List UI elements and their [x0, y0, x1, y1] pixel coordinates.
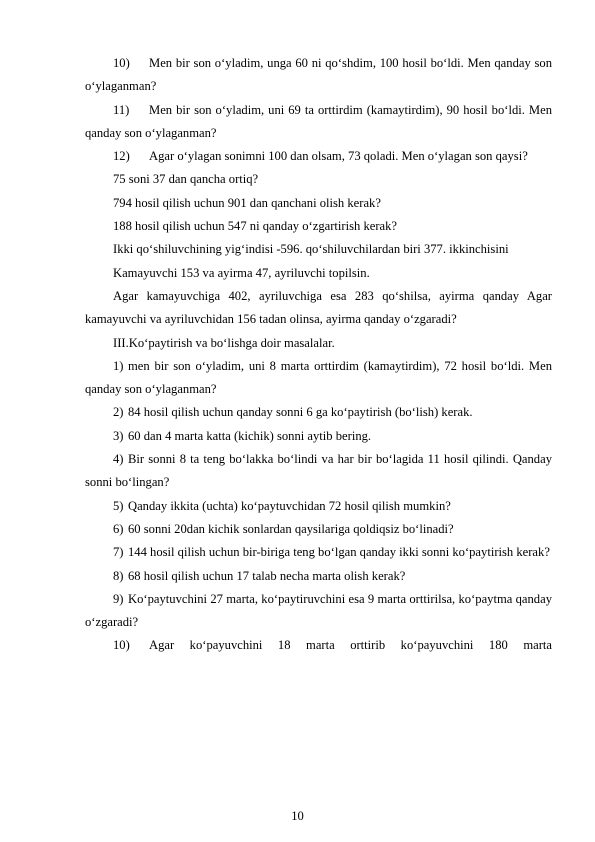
item-number: 9) [113, 591, 124, 606]
paragraph-text: Men bir son o‘yladim, unga 60 ni qo‘shdim, 100 hosil bo‘ldi. Men qanday son o‘ylaganman? [85, 56, 552, 94]
item-number: 3) [113, 428, 124, 443]
paragraph-text: Qanday ikkita (uchta) ko‘paytuvchidan 72 hosil qilish mumkin? [128, 498, 451, 513]
paragraph-text: Agar kamayuvchiga 402, ayriluvchiga esa 283 qo‘shilsa, ayirma qanday Agar kamayuvchi va ayriluvchidan 156 tadan olinsa, ayirma qanday o‘zgaradi? [85, 288, 552, 327]
paragraph-text: 68 hosil qilish uchun 17 talab necha marta olish kerak? [128, 568, 406, 583]
paragraph [85, 192, 552, 215]
item-number: 10) [113, 56, 130, 70]
item-number: 5) [113, 498, 124, 513]
paragraph-text: Ikki qo‘shiluvchining yig‘indisi -596. qo‘shiluvchilardan biri 377. ikkinchisini [113, 242, 509, 257]
paragraph-text: Ko‘paytuvchini 27 marta, ko‘paytiruvchini esa 9 marta orttirilsa, ko‘paytma qanday o‘zgaradi? [85, 591, 552, 630]
paragraph [85, 495, 552, 518]
paragraph-text: 60 dan 4 marta katta (kichik) sonni aytib bering. [128, 428, 372, 443]
paragraph [85, 52, 552, 99]
item-number: 11) [113, 102, 130, 117]
paragraph [85, 145, 552, 168]
paragraph-text: men bir son o‘yladim, uni 8 marta orttirdim (kamaytirdim), 72 hosil bo‘ldi. Men qanday son o‘ylaganman? [85, 358, 552, 397]
paragraph-text: Bir sonni 8 ta teng bo‘lakka bo‘lindi va har bir bo‘lagida 11 hosil qilindi. Qanday sonni bo‘lingan? [85, 452, 552, 490]
paragraph [85, 634, 552, 657]
paragraph [85, 99, 552, 146]
paragraph [85, 168, 552, 191]
item-number: 8) [113, 568, 124, 583]
item-number: 12) [113, 149, 130, 164]
paragraph [85, 448, 552, 495]
paragraph [85, 425, 552, 448]
paragraph [85, 215, 552, 238]
paragraph [85, 238, 552, 261]
item-number: 2) [113, 405, 124, 420]
page-content [85, 52, 552, 658]
paragraph-text: 75 soni 37 dan qancha ortiq? [113, 172, 259, 187]
paragraph [85, 332, 552, 355]
item-number: 4) [113, 452, 124, 467]
paragraph-text: Agar ko‘payuvchini 18 marta orttirib ko‘payuvchini 180 marta [149, 638, 552, 653]
paragraph [85, 518, 552, 541]
paragraph [85, 285, 552, 332]
paragraph-text: 84 hosil qilish uchun qanday sonni 6 ga ko‘paytirish (bo‘lish) kerak. [128, 405, 473, 420]
item-number: 7) [113, 545, 124, 560]
paragraph [85, 401, 552, 424]
paragraph [85, 588, 552, 635]
paragraph-text: 794 hosil qilish uchun 901 dan qanchani olish kerak? [113, 195, 381, 210]
page-number: 10 [291, 809, 304, 823]
paragraph-text: III.Ko‘paytirish va bo‘lishga doir masalalar. [113, 335, 335, 350]
paragraph-text: Agar o‘ylagan sonimni 100 dan olsam, 73 qoladi. Men o‘ylagan son qaysi? [149, 149, 528, 164]
item-number: 1) [113, 358, 124, 373]
paragraph-text: 60 sonni 20dan kichik sonlardan qaysilariga qoldiqsiz bo‘linadi? [128, 521, 454, 536]
item-number: 10) [113, 638, 130, 653]
paragraph [85, 262, 552, 285]
paragraph-text: 188 hosil qilish uchun 547 ni qanday o‘zgartirish kerak? [113, 219, 397, 234]
paragraph-text: 144 hosil qilish uchun bir-biriga teng bo‘lgan qanday ikki sonni ko‘paytirish kerak? [128, 545, 550, 560]
paragraph [85, 355, 552, 402]
item-number: 6) [113, 521, 124, 536]
paragraph-text: Men bir son o‘yladim, uni 69 ta orttirdim (kamaytirdim), 90 hosil bo‘ldi. Men qanday son o‘ylaganman? [85, 102, 552, 140]
paragraph-text: Kamayuvchi 153 va ayirma 47, ayriluvchi topilsin. [113, 265, 370, 280]
paragraph [85, 541, 552, 564]
paragraph [85, 565, 552, 588]
